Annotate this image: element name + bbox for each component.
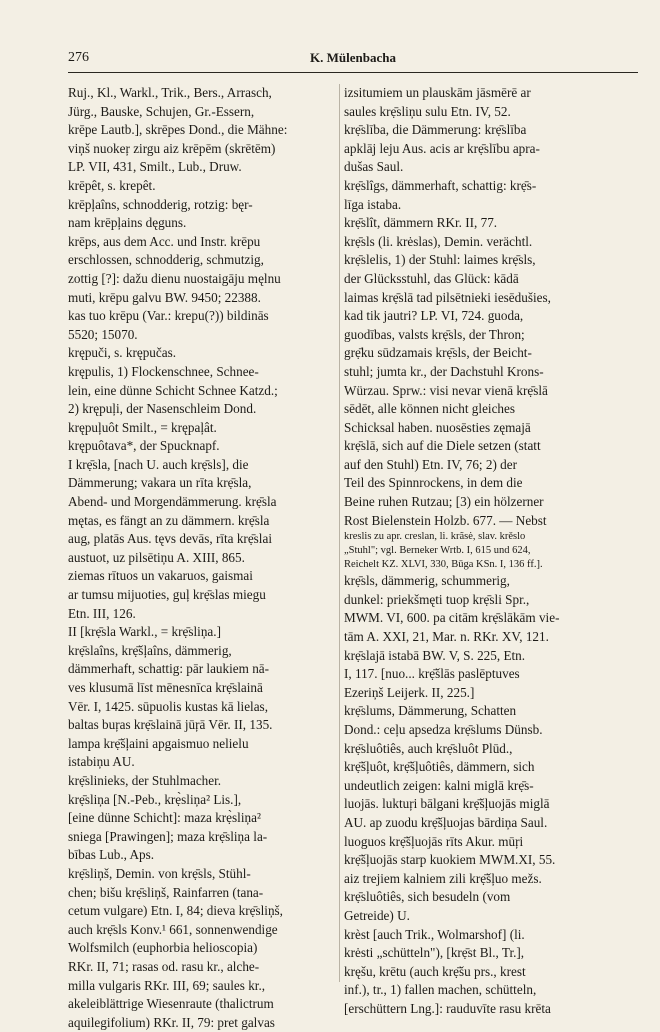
text-line: krẹ̄slība, die Dämmerung: krẹ̄slība [344,122,527,138]
text-line: grẹ̄ku sūdzamais krẹ̄sls, der Beicht- [344,345,532,361]
text-line: Etn. III, 126. [68,605,136,621]
text-line: krẹ̄sliņš, Demin. von krẹ̄sls, Stühl- [68,865,251,881]
text-line: krẹ̄šļuojās starp kuokiem MWM.XI, 55. [344,852,556,868]
text-line: nam krēpļains dęguns. [68,215,187,231]
text-line: zottig [?]: dažu dienu nuostaigāju męlnu [68,270,281,286]
text-line: lampa krẹ̄šļaini apgaismuo nelielu [68,735,249,751]
text-line: krẹ̄slaîns, krẹ̄šļaîns, dämmerig, [68,642,232,658]
text-line: krēpêt, s. krepêt. [68,177,156,193]
text-line: muti, krēpu galvu BW. 9450; 22388. [68,289,261,305]
text-line: dunkel: priekšmęti tuop krẹ̄sli Spr., [344,591,530,607]
text-line: Teil des Spinnrockens, in dem die [344,475,523,491]
text-line: dämmerhaft, schattig: pār laukiem nā- [68,661,270,677]
text-line: krępuči, s. krępučas. [68,345,177,361]
text-line: baltas buŗas krẹ̄slainā jūŗā Vēr. II, 135. [68,717,273,733]
text-line: ar tumsu mijuoties, guļ krẹ̄slas miegu [68,587,266,603]
text-line: krēps, aus dem Acc. und Instr. krēpu [68,233,261,249]
running-title: K. Mülenbacha [310,50,396,65]
text-line: Getreide) U. [344,907,410,923]
text-line: krẹ̄šļuôt, krẹ̄šļuôtiês, dämmern, sich [344,759,535,775]
text-line: [erschüttern Lng.]: rauduvīte rasu krēta [344,1000,551,1016]
text-line: chen; bišu krẹ̄sliņš, Rainfarren (tana- [68,884,264,900]
text-line: luojās. luktuŗi bālgani krẹ̄šļuojās miglā [344,796,550,812]
text-line: milla vulgaris RKr. III, 69; saules kr., [68,977,266,993]
text-line: aiz trejiem kalniem zili krẹ̄šļuo mežs. [344,870,542,886]
text-line: kad tik jautri? LP. VI, 724. guoda, [344,308,524,324]
text-line: Ruj., Kl., Warkl., Trik., Bers., Arrasch, [68,85,272,100]
text-line: Dämmerung; vakara un rīta krẹ̄sla, [68,475,252,491]
text-line: AU. ap zuodu krẹ̄šļuojas bārdiņa Saul. [344,814,548,830]
text-line: II [krẹ̄sla Warkl., = krẹ̄sliņa.] [68,624,221,640]
text-line: stuhl; jumta kr., der Dachstuhl Krons- [344,363,544,379]
text-line: krèst [auch Trik., Wolmarshof] (li. [344,926,525,942]
text-line: ziemas rītuos un vakaruos, gaismai [68,568,253,584]
text-line: krępuôtava*, der Spucknapf. [68,438,220,454]
text-line: krẹ̄sluôtiês, sich besudeln (vom [344,889,511,905]
column-divider [339,84,340,982]
text-line: I krẹ̄sla, [nach U. auch krẹ̄sls], die [68,456,249,472]
etymology-note-line: Reichelt KZ. XLVI, 330, Būga KSn. I, 136 ff.]. [344,559,543,571]
text-line: krẹ̄slelis, 1) der Stuhl: laimes krẹ̄sls, [344,252,536,268]
text-line: Würzau. Sprw.: visi nevar vienā krẹ̄slā [344,382,548,398]
text-line: krēpļaîns, schnodderig, rotzig: bęr- [68,196,253,212]
text-line: līga istaba. [344,196,402,212]
header-rule [68,72,638,73]
text-line: sniega [Prawingen]; maza krẹ̄sliņa la- [68,828,268,844]
text-line: sēdēt, alle können nicht gleiches [344,401,516,417]
text-line: kręšu, krētu (auch krẹ̄šu prs., krest [344,963,526,979]
text-line: akeleiblättrige Wiesenraute (thalictrum [68,996,274,1012]
left-column [68,84,336,1032]
text-line: LP. VII, 431, Smilt., Lub., Druw. [68,159,242,175]
text-line: apklāj leju Aus. acis ar krẹ̄slību apra- [344,140,540,156]
text-line: aquilegifolium) RKr. II, 79: pret galvas [68,1014,275,1030]
text-line: viņš nuokeŗ zirgu aiz krēpēm (skrētēm) [68,140,276,156]
text-line: tām A. XXI, 21, Mar. n. RKr. XV, 121. [344,629,549,645]
etymology-note-line: kreslis zu apr. creslan, li. krãsė, slav. krěslo [344,531,526,543]
text-line: Vēr. I, 1425. sūpuolis kustas kā lielas, [68,698,268,714]
text-line: erschlossen, schnodderig, schmutzig, [68,252,264,268]
text-line: krępuļuôt Smilt., = krępaļât. [68,419,217,435]
text-line: aug, platās Aus. tęvs devās, rīta krẹ̄slai [68,531,272,547]
text-line: mętas, es fängt an zu dämmern. krẹ̄sla [68,512,270,528]
text-line: austuot, uz pilsētiņu A. XIII, 865. [68,549,245,565]
text-line: krẹ̄slums, Dämmerung, Schatten [344,703,517,719]
text-line: krẹ̄slinieks, der Stuhlmacher. [68,772,222,788]
text-line: 2) krępuļi, der Nasenschleim Dond. [68,401,257,417]
page-header [68,50,638,72]
text-line: Jürg., Bauske, Schujen, Gr.-Essern, [68,103,255,119]
etymology-note-line: „Stuhl"; vgl. Berneker Wrtb. I, 615 und 624, [344,545,531,557]
text-line: Schicksal haben. nuosēsties zęmajā [344,419,531,435]
text-line: Wolfsmilch (euphorbia helioscopia) [68,940,258,956]
text-line: krẹ̄slā, sich auf die Diele setzen (statt [344,438,541,454]
text-line: krẹ̄sluôtiês, auch krẹ̄sluôt Plūd., [344,740,513,756]
text-line: inf.), tr., 1) fallen machen, schütteln, [344,982,537,998]
text-line: ves klusumā līst mēnesnīca krẹ̄slainā [68,680,263,695]
page-number: 276 [68,50,89,65]
text-line: kas tuo krēpu (Var.: krepu(?)) bildinās [68,308,269,324]
text-line: saules krẹ̄sliņu sulu Etn. IV, 52. [344,103,511,119]
text-line: istabiņu AU. [68,754,135,770]
text-line: dušas Saul. [344,159,404,175]
text-line: lein, eine dünne Schicht Schnee Katzd.; [68,382,278,398]
text-line: auch krẹ̄sls Konv.¹ 661, sonnenwendige [68,921,278,937]
text-line: 5520; 15070. [68,326,138,342]
text-line: krępulis, 1) Flockenschnee, Schnee- [68,363,259,379]
text-line: cetum vulgare) Etn. I, 84; dieva krẹ̄sliņš, [68,903,283,919]
text-line: krėsti „schütteln"), [krẹ̄st Bl., Tr.], [344,945,525,961]
text-line: Abend- und Morgendämmerung. krẹ̄sla [68,494,277,510]
text-line: krẹ̄sls (li. krėslas), Demin. verächtl. [344,233,533,249]
text-line: Rost Bielenstein Holzb. 677. — Nebst [344,512,547,528]
text-line: RKr. II, 71; rasas od. rasu kr., alche- [68,958,260,974]
text-line: undeutlich zeigen: kalni miglā krẹ̄s- [344,777,534,793]
text-line: bības Lub., Aps. [68,847,155,863]
text-line: der Glücksstuhl, das Glück: kādā [344,270,519,286]
text-line: luoguos krẹ̄šļuojās rīts Akur. mūŗi [344,833,524,849]
text-line: krẹ̄sls, dämmerig, schummerig, [344,573,510,589]
text-line: guodības, valsts krẹ̄sls, der Thron; [344,326,525,342]
text-line: krẹ̄sliņa [N.-Peb., krẹ̀sliņa² Lis.], [68,791,242,807]
text-line: MWM. VI, 600. pa citām krẹ̄slākām vie- [344,610,560,626]
text-line: Ezeriņš Leijerk. II, 225.] [344,684,475,700]
text-line: [eine dünne Schicht]: maza krẹ̀sliņa² [68,810,261,826]
text-line: krẹ̄slîgs, dämmerhaft, schattig: krẹ̄s- [344,177,537,193]
text-line: izsitumiem un plauskām jāsmērē ar [344,85,531,100]
text-line: Dond.: ceļu apsedza krẹ̄slums Dünsb. [344,722,543,737]
text-line: auf den Stuhl) Etn. IV, 76; 2) der [344,456,517,472]
text-line: krēpe Lautb.], skrēpes Dond., die Mähne: [68,122,288,138]
text-line: krẹ̄slajā istabā BW. V, S. 225, Etn. [344,647,526,663]
right-column [344,84,638,1019]
text-line: laimas krẹ̄slā tad pilsētnieki iesēdušies, [344,289,551,305]
text-line: I, 117. [nuo... krẹ̄šlās paslēptuves [344,666,520,682]
text-line: Beine ruhen Rutzau; [3) ein hölzerner [344,494,544,510]
text-line: krẹ̄slît, dämmern RKr. II, 77. [344,215,498,231]
